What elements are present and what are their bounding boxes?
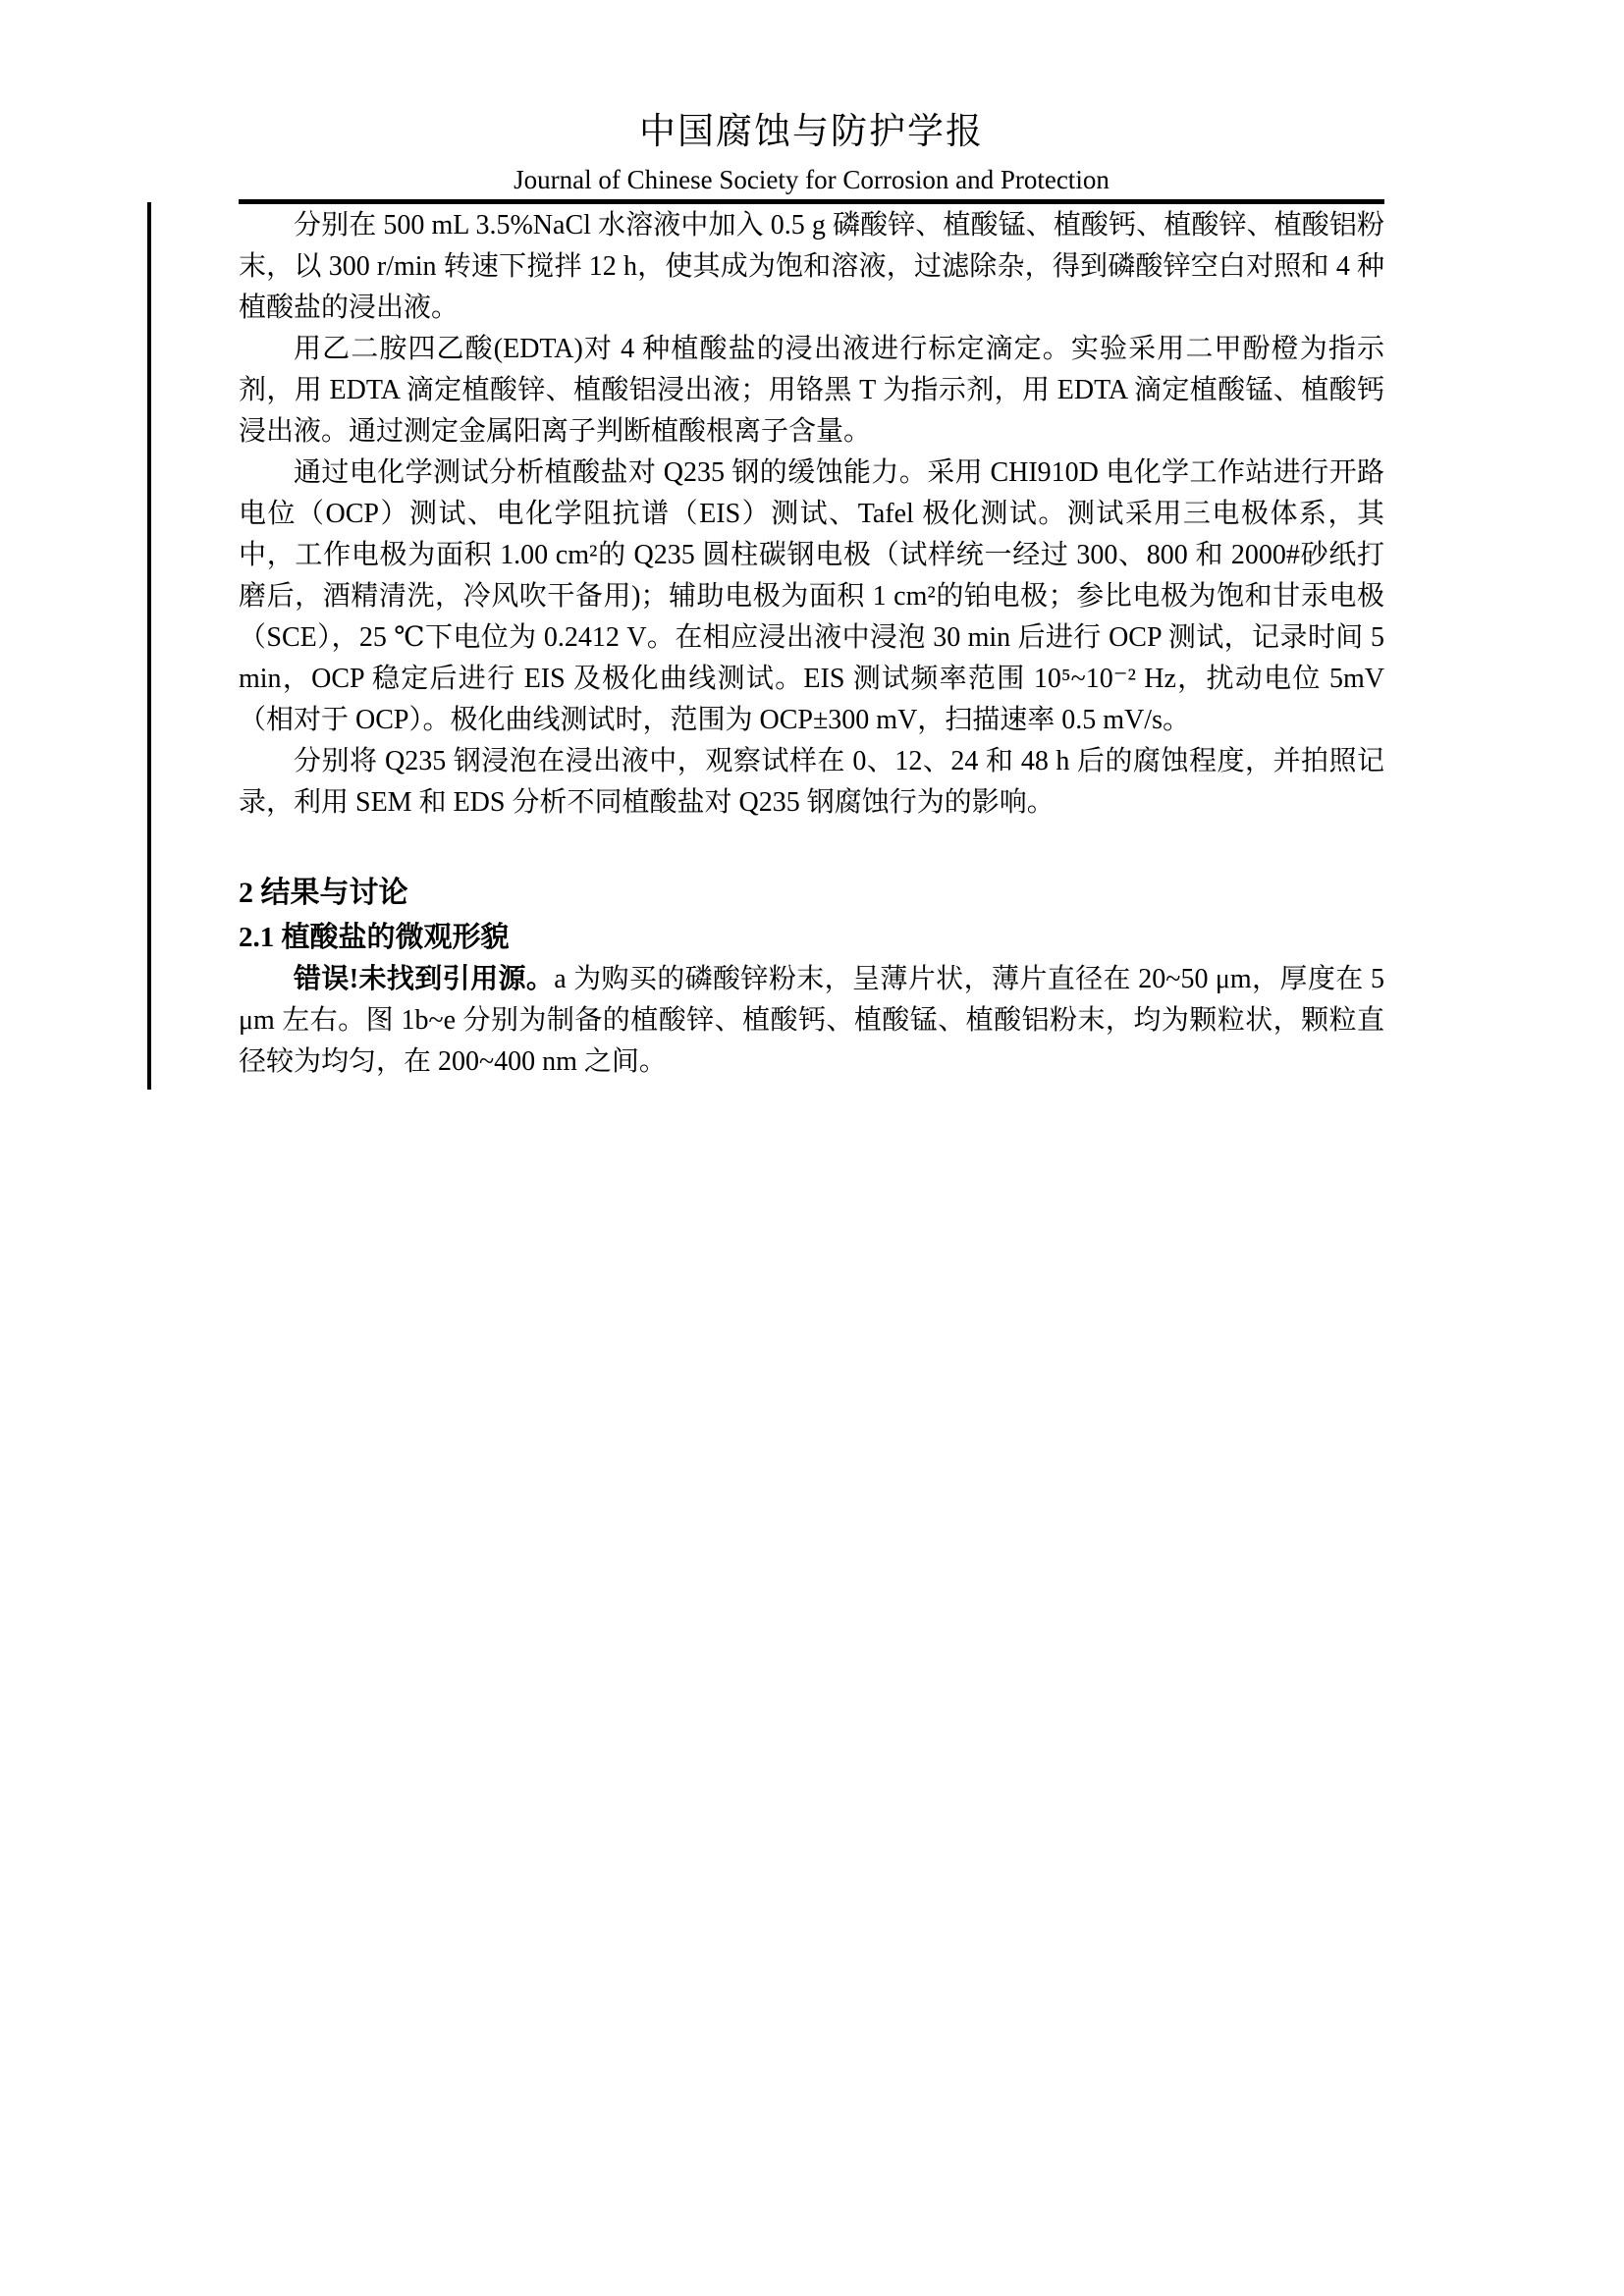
paragraph-edta-titration: 用乙二胺四乙酸(EDTA)对 4 种植酸盐的浸出液进行标定滴定。实验采用二甲酚橙为指示剂，用 EDTA 滴定植酸锌、植酸铝浸出液；用铬黑 T 为指示剂，用 EDTA 滴定植酸锰、植酸钙浸出液。通过测定金属阳离子判断植酸根离子含量。 <box>239 334 1384 447</box>
paragraph-morphology <box>239 959 1384 1083</box>
subsection-heading-morphology: 2.1 植酸盐的微观形貌 <box>239 922 510 953</box>
journal-title-english: Journal of Chinese Society for Corrosion and Protection <box>514 165 1110 194</box>
journal-title-chinese: 中国腐蚀与防护学报 <box>639 112 984 152</box>
article-body <box>239 205 1384 1083</box>
journal-header <box>239 0 1384 204</box>
reference-error-field: 错误!未找到引用源。 <box>294 964 555 994</box>
section-heading-results: 2 结果与讨论 <box>239 877 408 909</box>
header-rule <box>239 199 1384 204</box>
revision-change-bar <box>147 202 151 1090</box>
paragraph-methods-leaching: 分别在 500 mL 3.5%NaCl 水溶液中加入 0.5 g 磷酸锌、植酸锰、植酸钙、植酸锌、植酸铝粉末，以 300 r/min 转速下搅拌 12 h，使其成为饱和溶液，过滤除杂，得到磷酸锌空白对照和 4 种植酸盐的浸出液。 <box>239 210 1384 323</box>
paragraph-morphology-text: a 为购买的磷酸锌粉末，呈薄片状，薄片直径在 20~50 μm，厚度在 5 μm 左右。图 1b~e 分别为制备的植酸锌、植酸钙、植酸锰、植酸铝粉末，均为颗粒状，颗粒直径较为均匀，在 200~400 nm 之间。 <box>239 964 1384 1077</box>
paragraph-immersion-observation: 分别将 Q235 钢浸泡在浸出液中，观察试样在 0、12、24 和 48 h 后的腐蚀程度，并拍照记录，利用 SEM 和 EDS 分析不同植酸盐对 Q235 钢腐蚀行为的影响。 <box>239 746 1384 818</box>
paragraph-electrochemical-tests: 通过电化学测试分析植酸盐对 Q235 钢的缓蚀能力。采用 CHI910D 电化学工作站进行开路电位（OCP）测试、电化学阻抗谱（EIS）测试、Tafel 极化测试。测试采用三电极体系，其中，工作电极为面积 1.00 cm²的 Q235 圆柱碳钢电极（试样统一经过 300、800 和 2000#砂纸打磨后，酒精清洗，冷风吹干备用)；辅助电极为面积 1 cm²的铂电极；参比电极为饱和甘汞电极（SCE），25 ℃下电位为 0.2412 V。在相应浸出液中浸泡 30 min 后进行 OCP 测试，记录时间 5 min，OCP 稳定后进行 EIS 及极化曲线测试。EIS 测试频率范围 10⁵~10⁻² Hz，扰动电位 5mV（相对于 OCP）。极化曲线测试时，范围为 OCP±300 mV，扫描速率 0.5 mV/s。 <box>239 457 1384 735</box>
